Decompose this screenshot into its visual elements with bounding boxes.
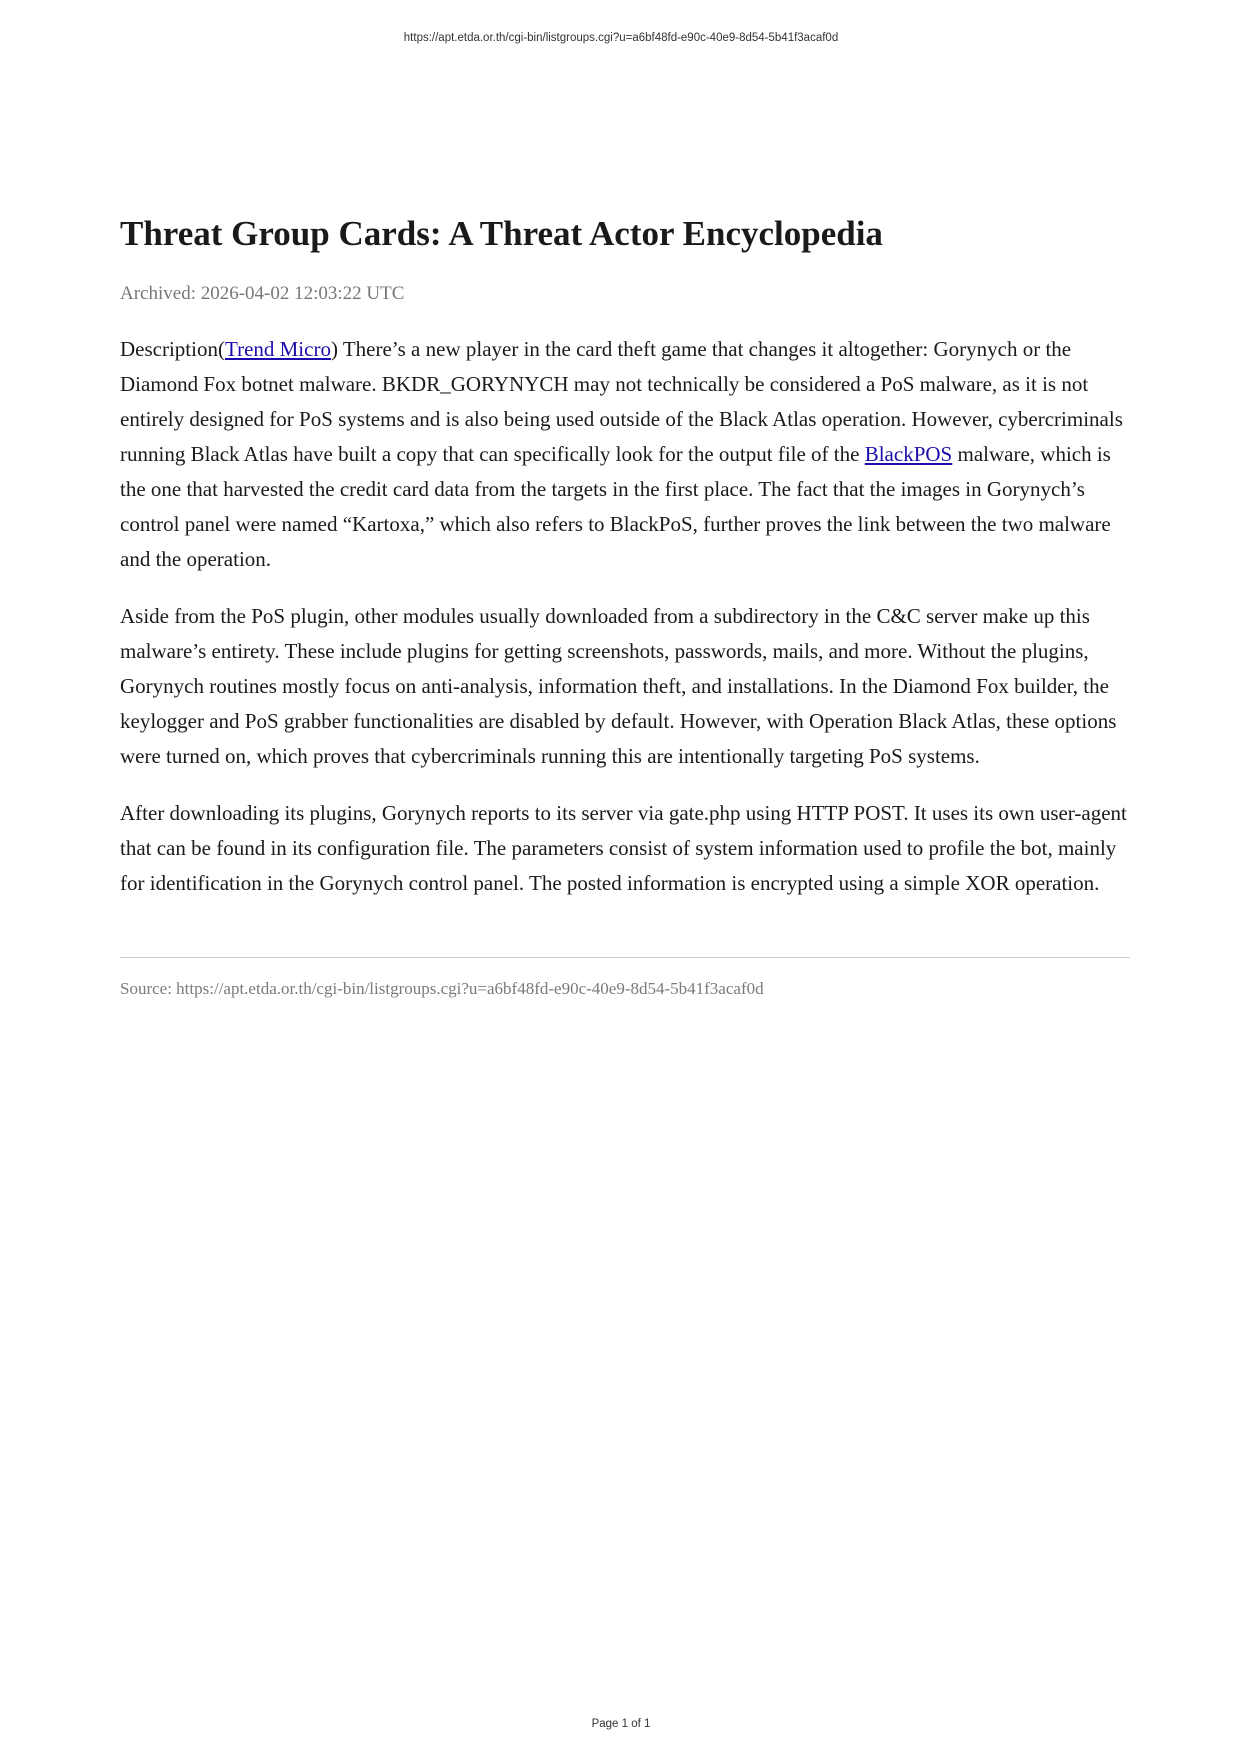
paragraph-communication: After downloading its plugins, Gorynych reports to its server via gate.php using HTTP POST. It uses its own user-agent that can be found in its configuration file. The parameters consist of system information used to profile the bot, mainly for identification in the Gorynych control panel. The posted information is encrypted using a simple XOR operation. — [120, 801, 1127, 895]
description-prefix: Description( — [120, 337, 225, 361]
page-title: Threat Group Cards: A Threat Actor Encyclopedia — [120, 214, 883, 253]
trend-micro-link[interactable]: Trend Micro — [224, 337, 331, 361]
article — [120, 212, 1130, 1000]
paragraph-plugins: Aside from the PoS plugin, other modules usually downloaded from a subdirectory in the C&C server make up this malware’s entirety. These include plugins for getting screenshots, passwords, mails, and more. Without the plugins, Gorynych routines mostly focus on anti-analysis, information theft, and installations. In the Diamond Fox builder, the keylogger and PoS grabber functionalities are disabled by default. However, with Operation Black Atlas, these options were turned on, which proves that cybercriminals running this are intentionally targeting PoS systems. — [120, 604, 1117, 768]
description-tail: malware, which is the one that harvested the credit card data from the targets in the first place. The fact that the images in Gorynych’s control panel were named “Kartoxa,” which also refers to BlackPoS, further proves the link between the two malware and the operation. — [120, 442, 1111, 571]
archived-timestamp: Archived: 2026-04-02 12:03:22 UTC — [120, 283, 405, 304]
description-body: ) There’s a new player in the card theft game that changes it altogether: Gorynych or the Diamond Fox botnet malware. BKDR_GORYNYCH may not technically be considered a PoS malware, as it is not entirely designed for PoS systems and is also being used outside of the Black Atlas operation. However, cybercriminals running Black Atlas have built a copy that can specifically look for the output file of the — [120, 337, 1123, 466]
page-header-url: https://apt.etda.or.th/cgi-bin/listgroups.cgi?u=a6bf48fd-e90c-40e9-8d54-5b41f3acaf0d — [403, 32, 839, 44]
page-number: Page 1 of 1 — [591, 1718, 651, 1730]
paragraph-description — [120, 332, 1130, 577]
divider — [120, 957, 1130, 958]
blackpos-link[interactable]: BlackPOS — [864, 442, 953, 466]
source-line: Source: https://apt.etda.or.th/cgi-bin/listgroups.cgi?u=a6bf48fd-e90c-40e9-8d54-5b41f3acaf0d — [120, 979, 764, 998]
